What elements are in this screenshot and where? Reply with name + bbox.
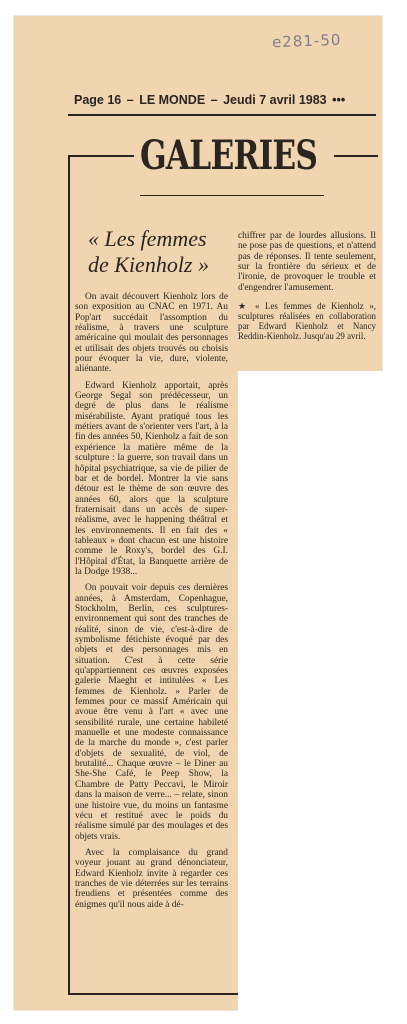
header-separator: – xyxy=(210,93,218,107)
torn-area xyxy=(238,371,407,1024)
section-title: GALERIES xyxy=(140,132,318,179)
article-left-column xyxy=(75,292,228,910)
header-separator: – xyxy=(126,93,134,107)
article-paragraph: Edward Kienholz apportait, après George Segal son prédécesseur, un degré de plus dans le réalisme misérabiliste. Ayant pratiqué tous les métiers avant de s'orienter vers l'art, à la fin des années 50, Kienholz a fait de son expérience la matière même de la sculpture : la guerre, son travail dans un hôpital psychiatrique, sa vie de pilier de bar et de bordel. Montrer la vie sans détour est le thème de son œuvre des années 60, alors que la sculpture fraternisait dans un accès de super-réalisme, avec le happening théâtral et les environnements. Il en fait des « tableaux » dont chacun est une histoire comme le Roxy's, bordel des G.I. l'Hôpital d'État, la Banquette arrière de la Dodge 1938... xyxy=(75,380,228,577)
header-rule xyxy=(68,114,376,116)
page-number: Page 16 xyxy=(74,93,122,107)
handwritten-annotation: e281-50 xyxy=(271,30,342,52)
article-paragraph: chiffrer par de lourdes allusions. Il ne pose pas de questions, et n'attend pas de réponses. Il tente seulement, sur la frontière du sérieux et de l'ironie, de provoquer le trouble et d'engendrer l'amusement. xyxy=(238,231,376,293)
title-rule-right xyxy=(334,155,378,157)
publication-date: Jeudi 7 avril 1983 xyxy=(223,93,327,107)
article-frame-bottom xyxy=(68,993,238,995)
section-title-underline xyxy=(140,195,324,196)
newspaper-name: LE MONDE xyxy=(139,93,206,107)
page-header xyxy=(74,93,374,107)
article-frame-left xyxy=(68,155,70,993)
article-right-column xyxy=(238,231,376,341)
article-paragraph: On pouvait voir depuis ces dernières années, à Amsterdam, Copenhague, Stockholm, Berlin, ces sculptures-environnement qui sont des tranches de réalité, sinon de vie, c'est-à-dire de symbolisme fétichiste évoqué par des objets et des personnages mis en situation. C'est à cette série qu'appartiennent ces œuvres exposées galerie Maeght et intitulées « Les femmes de Kienholz. » Parler de femmes pour ce massif Américain qui avoue être venu à l'art « avec une sensibilité rurale, une certaine habileté manuelle et une modeste connaissance de la marche du monde », c'est parler d'objets de sexualité, de viol, de brutalité... Chaque œuvre – le Diner au She-She Café, le Peep Show, la Chambre de Patty Peccavi, le Miroir dans la maison de verre... – relate, sinon une histoire vue, du moins un fantasme vécu et restitué avec le poids du réalisme simulé par des moulages et des objets vrais. xyxy=(75,583,228,842)
article-paragraph: On avait découvert Kienholz lors de son exposition au CNAC en 1971. Au Pop'art succédait l'assomption du réalisme, à travers une sculpture américaine qui moulait des personnages et utilisait des objets trouvés ou choisis pour évoquer la vie, dure, violente, aliénante. xyxy=(75,292,228,375)
article-title: « Les femmes de Kienholz » xyxy=(88,226,209,277)
header-mark: ••• xyxy=(332,93,346,107)
exhibition-credits: ★ « Les femmes de Kienholz », sculptures réalisées en collaboration par Edward Kienholz et Nancy Reddin-Kienholz. Jusqu'au 29 avril. xyxy=(238,301,376,342)
title-rule-left xyxy=(70,155,134,157)
article-paragraph: Avec la complaisance du grand voyeur jouant au grand dénonciateur, Edward Kienholz invite à regarder ces tranches de vie déterrées sur les terrains freudiens et présentées comme des énigmes qu'il nous aide à dé- xyxy=(75,847,228,910)
